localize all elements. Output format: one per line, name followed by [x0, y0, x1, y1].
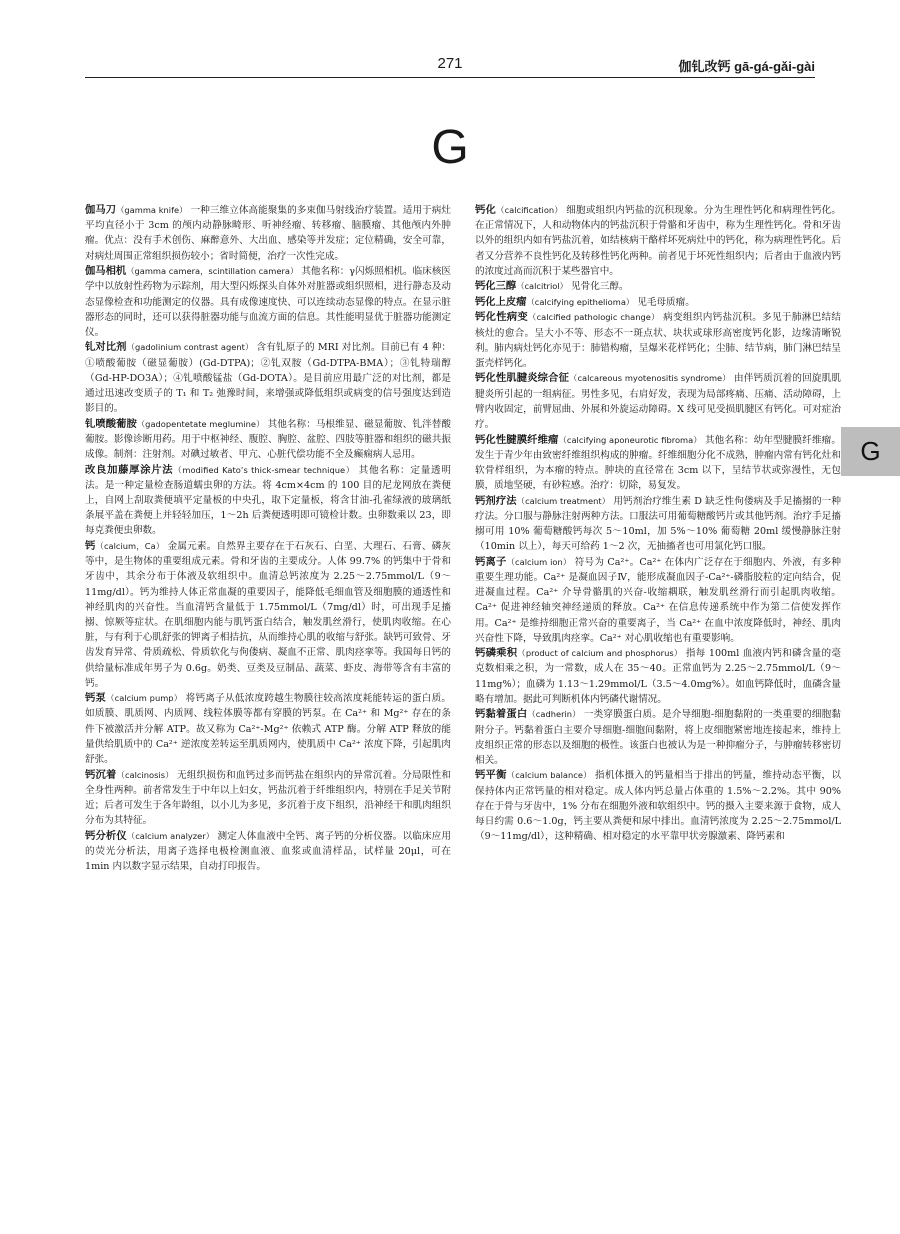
- entry-definition: 病变组织内钙盐沉积。多见于肺淋巴结结核灶的愈合。呈大小不等、形态不一斑点状、块状或球形高密度钙化影，边缘清晰锐利。肺内病灶钙化亦见于：肺错构瘤，呈爆米花样钙化；尘肺、结节病，肺门淋巴结呈蛋壳样钙化。: [475, 312, 841, 369]
- entry-term: 钙泵: [85, 693, 107, 705]
- entry-definition: 无组织损伤和血钙过多而钙盐在组织内的异常沉着。分局限性和全身性两种。前者常发生于中年以上妇女，钙盐沉着于纤维组织内，特别在手足关节附近；后者可发生于各年龄组，以小儿为多见，多沉着于皮下组织，沿神经干和肌肉组织分布为其特征。: [85, 769, 451, 827]
- entry-term: 钙化: [475, 205, 497, 216]
- entry-definition: 一类穿膜蛋白质。是介导细胞-细胞黏附的一类重要的细胞黏附分子。钙黏着蛋白主要介导细胞-细胞间黏附，将上皮细胞紧密地连接起来，维持上皮组织正常的形态以及细胞的极性。该蛋白也被认为是一种抑瘤分子，与肿瘤转移密切相关。: [475, 709, 841, 766]
- left-column: [85, 203, 451, 875]
- entry-definition: 测定人体血液中全钙、离子钙的分析仪器。以临床应用的荧光分析法，用离子选择电极检测血液、血浆或血清样品，试样量 20μl，可在 1min 内以数字显示结果，自动打印报告。: [85, 830, 452, 873]
- dictionary-entry: [475, 310, 841, 371]
- entry-term: 钙沉着: [85, 769, 117, 781]
- entry-english: （cadherin）: [527, 709, 581, 720]
- dictionary-entry: [475, 203, 841, 279]
- dictionary-entry: [85, 340, 451, 416]
- entry-english: （calcification）: [496, 205, 563, 215]
- dictionary-entry: [85, 264, 451, 340]
- dictionary-entry: [85, 463, 451, 539]
- entry-term: 钙磷乘积: [475, 648, 518, 660]
- entry-definition: 指每 100ml 血液内钙和磷含量的毫克数相乘之积，为一常数，成人在 35～40。正常血钙为 2.25～2.75mmol/L（9～11mg%）；血磷为 1.13～1.29mmol/L（3.5～4.0mg%）。如血钙降低时，血磷含量略有增加。据此可判断机体内钙磷代谢情况。: [475, 648, 841, 705]
- entry-term: 钆喷酸葡胺: [85, 418, 137, 430]
- entry-english: （gamma knife）: [116, 205, 188, 215]
- entry-definition: 一种三维立体高能聚集的多束伽马射线治疗装置。适用于病灶平均直径小于 3cm 的颅内动静脉畸形、听神经瘤、转移瘤、脑膜瘤、其他颅内外肿瘤。优点：没有手术创伤、麻醉意外、大出血、感染等并发症；定位精确，安全可靠，对病灶周围正常组织损伤较小；省时简便，治疗一次性完成。: [85, 205, 452, 262]
- dictionary-entry: [475, 768, 841, 844]
- dictionary-entry: [475, 433, 841, 494]
- entry-english: （modified Kato’s thick-smear technique）: [173, 464, 355, 475]
- dictionary-entry: [475, 555, 841, 646]
- entry-term: 钙平衡: [475, 770, 507, 782]
- entry-term: 钙化三醇: [475, 281, 517, 293]
- entry-definition: 其他名称：幼年型腱膜纤维瘤。发生于青少年由致密纤维组织构成的肿瘤。纤维细胞分化不成熟，肿瘤内常有钙化灶和软骨样组织，为本瘤的特点。肿块的直径常在 3cm 以下，呈结节状或弥漫性，无包膜，质地坚硬，有砂粒感。治疗：切除，易复发。: [475, 434, 842, 492]
- entry-term: 钙离子: [475, 556, 507, 568]
- entry-definition: 含有钆原子的 MRI 对比剂。目前已有 4 种：①喷酸葡胺（磁显葡胺）(Gd-DTPA)；②钆双胺（Gd-DTPA-BMA）；③钆特瑞醇（Gd-HP-DO3A）；④钆喷酸锰盐（Gd-DOTA）。是目前应用最广泛的对比剂，都是通过迅速改变质子的 T₁ 和 T₂ 弛豫时间，来增强或降低组织或病变的信号强度达到造影目的。: [85, 342, 452, 415]
- entry-definition: 其他名称：定量透明法。是一种定量检查肠道蠕虫卵的方法。将 4cm×4cm 的 100 目的尼龙网放在粪便上，自网上刮取粪便填平定量板的中央孔，取下定量板，将含甘油-孔雀绿液的玻璃纸条展平盖在粪便上并轻轻加压，1～2h 后粪便透明即可镜检计数。虫卵数乘以 23，即每克粪便虫卵数。: [85, 464, 451, 537]
- entry-english: （calcitriol）: [516, 281, 568, 292]
- entry-definition: 将钙离子从低浓度跨越生物膜往较高浓度耗能转运的蛋白质。如质膜、肌质网、内质网、线粒体膜等都有穿膜的钙泵。在 Ca²⁺ 和 Mg²⁺ 存在的条件下被激活并分解 ATP。故又称为 Ca²⁺-Mg²⁺ 依赖式 ATP 酶。分解 ATP 释放的能量供给肌质中的 Ca²⁺ 逆浓度差转运至肌质网内，使肌质中 Ca²⁺ 浓度下降，引起肌肉舒张。: [85, 693, 452, 766]
- entry-definition: 用钙剂治疗维生素 D 缺乏性佝偻病及手足搐搦的一种疗法。分口服与静脉注射两种方法。口服法可用葡萄糖酸钙片或其他钙剂。治疗手足搐搦可用 10% 葡萄糖酸钙每次 5～10ml，加 5%～10% 葡萄糖 20ml 缓慢静脉注射（10min 以上），每天可给药 1～2 次，无抽搐者也可用氯化钙口服。: [475, 495, 841, 553]
- entry-term: 钙黏着蛋白: [475, 709, 528, 721]
- dictionary-entry: [85, 691, 451, 767]
- entry-english: （calcifying epithelioma）: [526, 296, 635, 307]
- entry-english: （calcareous myotenositis syndrome）: [569, 373, 731, 384]
- entry-term: 钙分析仪: [85, 830, 127, 842]
- dictionary-entry: [85, 829, 451, 875]
- dictionary-entry: [85, 417, 451, 463]
- section-letter: G: [431, 121, 469, 174]
- dictionary-entry: [85, 203, 451, 264]
- page-header: [85, 55, 815, 77]
- entry-definition: 由伴钙质沉着的回旋肌肌腱炎所引起的一组病征。男性多见，右肩好发，表现为局部疼痛、压痛、活动障碍，上臂内收固定，前臂屈曲、外展和外旋运动障碍。X 线可见受损肌腱区有钙化。可对症治疗。: [475, 373, 841, 431]
- entry-english: （calcifying aponeurotic fibroma）: [558, 434, 702, 445]
- entry-english: （calcium ion）: [506, 556, 572, 567]
- entry-definition: 见骨化三醇。: [571, 281, 629, 293]
- entry-english: （product of calcium and phosphorus）: [517, 648, 683, 659]
- entry-term: 钙化性腱膜纤维瘤: [475, 434, 559, 446]
- dictionary-entry: [475, 707, 841, 768]
- thumb-index-tab: G: [841, 427, 900, 476]
- entry-definition: 见毛母质瘤。: [637, 296, 695, 308]
- entry-definition: 符号为 Ca²⁺。Ca²⁺ 在体内广泛存在于细胞内、外液，有多种重要生理功能。Ca²⁺ 是凝血因子Ⅳ，能形成凝血因子-Ca²⁺-磷脂胶粒的定向结合，促进凝血过程。Ca²⁺ 介导骨骼肌的兴奋-收缩耦联，触发肌丝滑行而引起肌肉收缩。Ca²⁺ 促进神经轴突神经递质的释放。Ca²⁺ 在信息传递系统中作为第二信使发挥作用。Ca²⁺ 是维持细胞正常兴奋的重要离子，当 Ca²⁺ 在血中浓度降低时，神经、肌肉兴奋性下降，导致肌肉痉挛。Ca²⁺ 对心肌收缩也有重要影响。: [475, 556, 841, 644]
- entry-term: 钆对比剂: [85, 342, 127, 354]
- entry-english: （gamma camera，scintillation camera）: [126, 266, 299, 277]
- entry-english: （gadopentetate meglumine）: [136, 418, 265, 429]
- entry-term: 伽马相机: [85, 266, 127, 278]
- entry-english: （calcium analyzer）: [126, 830, 215, 841]
- header-rule: [85, 77, 815, 78]
- page-number: 271: [437, 55, 463, 72]
- dictionary-entry: [85, 539, 451, 691]
- entry-definition: 其他名称：γ闪烁照相机。临床核医学中以放射性药物为示踪剂，用大型闪烁探头自体外对脏器或组织照相，进行静态及动态显像检查和功能测定的仪器。具有成像速度快、可以连续动态显像的特点。在显示脏器形态的同时，还可以获得脏器功能与血流方面的信息。其性能明显优于脏器功能测定仪。: [85, 266, 452, 338]
- dictionary-entry: [85, 768, 451, 829]
- entry-definition: 指机体摄入的钙量相当于排出的钙量，维持动态平衡，以保持体内正常钙量的相对稳定。成人体内钙总量占体重的 1.5%～2.2%。其中 90% 存在于骨与牙齿中，1% 分布在细胞外液和软组织中。钙的摄入主要来源于食物，成人每日约需 0.6～1.0g，钙主要从粪便和尿中排出。血清钙浓度为 2.25～2.75mmol/L（9～11mg/dl），这种精确、相对稳定的水平靠甲状旁腺激素、降钙素和: [475, 770, 841, 843]
- dictionary-entry: [475, 371, 841, 432]
- entry-term: 钙剂疗法: [475, 495, 517, 507]
- entry-term: 钙化性病变: [475, 312, 528, 324]
- entry-english: （calcium treatment）: [516, 495, 611, 506]
- running-head: 伽钆改钙 gā-gá-gǎi-gài: [678, 59, 815, 74]
- dictionary-entry: [475, 295, 841, 310]
- dictionary-entry: [475, 494, 841, 555]
- entry-english: （calcium，Ca）: [95, 540, 165, 551]
- entry-english: （calcified pathologic change）: [528, 312, 660, 323]
- entry-english: （calcinosis）: [116, 769, 174, 780]
- entry-english: （gadolinium contrast agent）: [126, 342, 254, 353]
- entry-english: （calcium balance）: [506, 770, 592, 781]
- entry-definition: 细胞或组织内钙盐的沉积现象。分为生理性钙化和病理性钙化。在正常情况下，人和动物体内的钙盐沉积于骨骼和牙齿中，称为生理性钙化。骨和牙齿以外的组织内如有钙盐沉着，如结核病干酪样坏死病灶中的钙化，称为病理性钙化。后者又分营养不良性钙化及转移性钙化两种。前者见于坏死性组织内；后者由于血液内钙的浓度过高而沉积于某些器官中。: [475, 205, 842, 277]
- dictionary-entry: [475, 646, 841, 707]
- entry-term: 钙化性肌腱炎综合征: [475, 373, 570, 385]
- right-column: [475, 203, 841, 845]
- entry-definition: 其他名称：马根维显、磁显葡胺、钆泮替酸葡胺。影像诊断用药。用于中枢神经、腹腔、胸腔、盆腔、四肢等脏器和组织的磁共振成像。制剂：注射剂。对碘过敏者、甲亢、心脏代偿功能不全及癫痫病人忌用。: [85, 418, 452, 461]
- entry-term: 伽马刀: [85, 205, 117, 216]
- entry-term: 钙: [85, 540, 96, 552]
- entry-term: 改良加藤厚涂片法: [85, 464, 174, 476]
- entry-english: （calcium pump）: [106, 693, 183, 704]
- dictionary-entry: [475, 279, 841, 294]
- entry-definition: 金属元素。自然界主要存在于石灰石、白垩、大理石、石膏、磷灰等中，是生物体的重要组成元素。骨和牙齿的主要成分。人体 99.7% 的钙集中于骨和牙齿中，其余分布于体液及软组织中。血清总钙浓度为 2.25～2.75mmol/L（9～11mg/dl）。钙为维持人体正常血凝的重要因子，能降低毛细血管及细胞膜的通透性和神经肌肉的兴奋性。当血清钙含量低于 1.75mmol/L（7mg/dl）时，可出现手足搐搦、惊厥等症状。在肌细胞内能与肌钙蛋白结合，触发肌丝滑行，使肌肉收缩。在心脏，与有利于心肌舒张的钾离子相拮抗，从而维持心肌的收缩与舒张。缺钙可致骨、牙齿发育异常、骨质疏松、骨质软化与佝偻病、凝血不正常、肌肉痉挛等。我国每日钙的供给量标准成年男子为 0.6g。奶类、豆类及豆制品、蔬菜、虾皮、海带等含有丰富的钙。: [85, 540, 451, 689]
- entry-term: 钙化上皮瘤: [475, 296, 527, 308]
